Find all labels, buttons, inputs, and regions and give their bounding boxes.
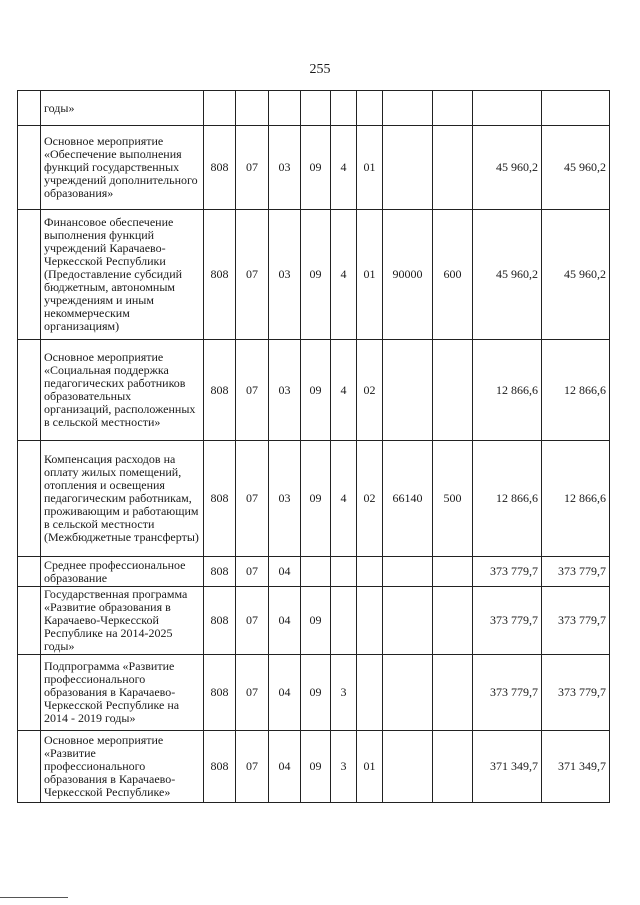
section-code: 07 (236, 126, 269, 210)
section-code: 07 (236, 441, 269, 557)
row-marker-cell (18, 731, 41, 803)
section-code: 07 (236, 340, 269, 441)
subsection-code: 04 (269, 587, 301, 655)
amount-year-1: 12 866,6 (473, 441, 542, 557)
item-name: Компенсация расходов на оплату жилых помещений, отопления и освещения педагогическим работникам, проживающим и работающим в сельской местности (Межбюджетные трансферты) (41, 441, 204, 557)
main-measure-code (357, 91, 383, 126)
amount-year-2: 373 779,7 (542, 557, 610, 587)
table-row (18, 91, 610, 126)
item-name: Основное мероприятие «Развитие профессионального образования в Карачаево-Черкесской Республике» (41, 731, 204, 803)
subsection-code: 03 (269, 210, 301, 340)
amount-year-1: 371 349,7 (473, 731, 542, 803)
section-code: 07 (236, 587, 269, 655)
subsection-code: 03 (269, 340, 301, 441)
table-row (18, 210, 610, 340)
footer-rule (0, 897, 68, 898)
amount-year-1: 373 779,7 (473, 655, 542, 731)
amount-year-2: 371 349,7 (542, 731, 610, 803)
subprogram-code: 4 (331, 340, 357, 441)
direction-code (383, 557, 433, 587)
item-name: Государственная программа «Развитие образования в Карачаево-Черкесской Республике на 2014-2025 годы» (41, 587, 204, 655)
expense-type-code: 500 (433, 441, 473, 557)
amount-year-1: 45 960,2 (473, 210, 542, 340)
program-code: 09 (301, 210, 331, 340)
row-marker-cell (18, 587, 41, 655)
table-row (18, 557, 610, 587)
subsection-code: 04 (269, 731, 301, 803)
amount-year-2: 45 960,2 (542, 126, 610, 210)
subprogram-code: 3 (331, 655, 357, 731)
amount-year-2: 373 779,7 (542, 587, 610, 655)
table-row (18, 340, 610, 441)
item-name: Подпрограмма «Развитие профессионального образования в Карачаево-Черкесской Республике на 2014 - 2019 годы» (41, 655, 204, 731)
amount-year-1 (473, 91, 542, 126)
subprogram-code (331, 557, 357, 587)
row-marker-cell (18, 91, 41, 126)
program-code (301, 557, 331, 587)
expense-type-code (433, 126, 473, 210)
program-code: 09 (301, 441, 331, 557)
direction-code (383, 126, 433, 210)
direction-code (383, 340, 433, 441)
expense-type-code (433, 340, 473, 441)
direction-code (383, 731, 433, 803)
main-measure-code: 01 (357, 210, 383, 340)
program-code: 09 (301, 340, 331, 441)
main-measure-code: 01 (357, 731, 383, 803)
main-measure-code: 02 (357, 441, 383, 557)
section-code: 07 (236, 655, 269, 731)
program-code: 09 (301, 731, 331, 803)
amount-year-2: 12 866,6 (542, 441, 610, 557)
ministry-code: 808 (204, 210, 236, 340)
ministry-code: 808 (204, 587, 236, 655)
item-name: Основное мероприятие «Социальная поддержка педагогических работников образовательных организаций, расположенных в сельской местности» (41, 340, 204, 441)
row-marker-cell (18, 340, 41, 441)
program-code: 09 (301, 126, 331, 210)
subprogram-code (331, 91, 357, 126)
table-row (18, 126, 610, 210)
table-row (18, 587, 610, 655)
subprogram-code (331, 587, 357, 655)
amount-year-1: 45 960,2 (473, 126, 542, 210)
expense-type-code (433, 91, 473, 126)
row-marker-cell (18, 557, 41, 587)
row-marker-cell (18, 655, 41, 731)
amount-year-2 (542, 91, 610, 126)
table-row (18, 441, 610, 557)
ministry-code: 808 (204, 340, 236, 441)
table-row (18, 731, 610, 803)
amount-year-2: 45 960,2 (542, 210, 610, 340)
direction-code (383, 587, 433, 655)
amount-year-2: 12 866,6 (542, 340, 610, 441)
budget-table (17, 90, 610, 803)
subprogram-code: 4 (331, 210, 357, 340)
expense-type-code: 600 (433, 210, 473, 340)
section-code: 07 (236, 210, 269, 340)
subsection-code: 04 (269, 557, 301, 587)
row-marker-cell (18, 126, 41, 210)
item-name: Финансовое обеспечение выполнения функций учреждений Карачаево-Черкесской Республики (Предоставление субсидий бюджетным, автономным учреждениям и иным некоммерческим организациям) (41, 210, 204, 340)
ministry-code: 808 (204, 557, 236, 587)
page-number: 255 (309, 62, 331, 77)
expense-type-code (433, 655, 473, 731)
table-row (18, 655, 610, 731)
direction-code: 90000 (383, 210, 433, 340)
program-code: 09 (301, 587, 331, 655)
subsection-code: 03 (269, 126, 301, 210)
direction-code: 66140 (383, 441, 433, 557)
ministry-code: 808 (204, 126, 236, 210)
ministry-code (204, 91, 236, 126)
amount-year-1: 373 779,7 (473, 557, 542, 587)
item-name: Среднее профессиональное образование (41, 557, 204, 587)
subprogram-code: 4 (331, 441, 357, 557)
section-code: 07 (236, 731, 269, 803)
subprogram-code: 4 (331, 126, 357, 210)
subsection-code (269, 91, 301, 126)
expense-type-code (433, 587, 473, 655)
expense-type-code (433, 557, 473, 587)
program-code: 09 (301, 655, 331, 731)
direction-code (383, 91, 433, 126)
amount-year-1: 12 866,6 (473, 340, 542, 441)
main-measure-code (357, 655, 383, 731)
main-measure-code (357, 587, 383, 655)
section-code (236, 91, 269, 126)
amount-year-2: 373 779,7 (542, 655, 610, 731)
main-measure-code: 02 (357, 340, 383, 441)
program-code (301, 91, 331, 126)
item-name: годы» (41, 91, 204, 126)
main-measure-code (357, 557, 383, 587)
subprogram-code: 3 (331, 731, 357, 803)
subsection-code: 04 (269, 655, 301, 731)
expense-type-code (433, 731, 473, 803)
row-marker-cell (18, 210, 41, 340)
ministry-code: 808 (204, 441, 236, 557)
row-marker-cell (18, 441, 41, 557)
direction-code (383, 655, 433, 731)
amount-year-1: 373 779,7 (473, 587, 542, 655)
subsection-code: 03 (269, 441, 301, 557)
ministry-code: 808 (204, 731, 236, 803)
item-name: Основное мероприятие «Обеспечение выполнения функций государственных учреждений дополнительного образования» (41, 126, 204, 210)
section-code: 07 (236, 557, 269, 587)
main-measure-code: 01 (357, 126, 383, 210)
ministry-code: 808 (204, 655, 236, 731)
